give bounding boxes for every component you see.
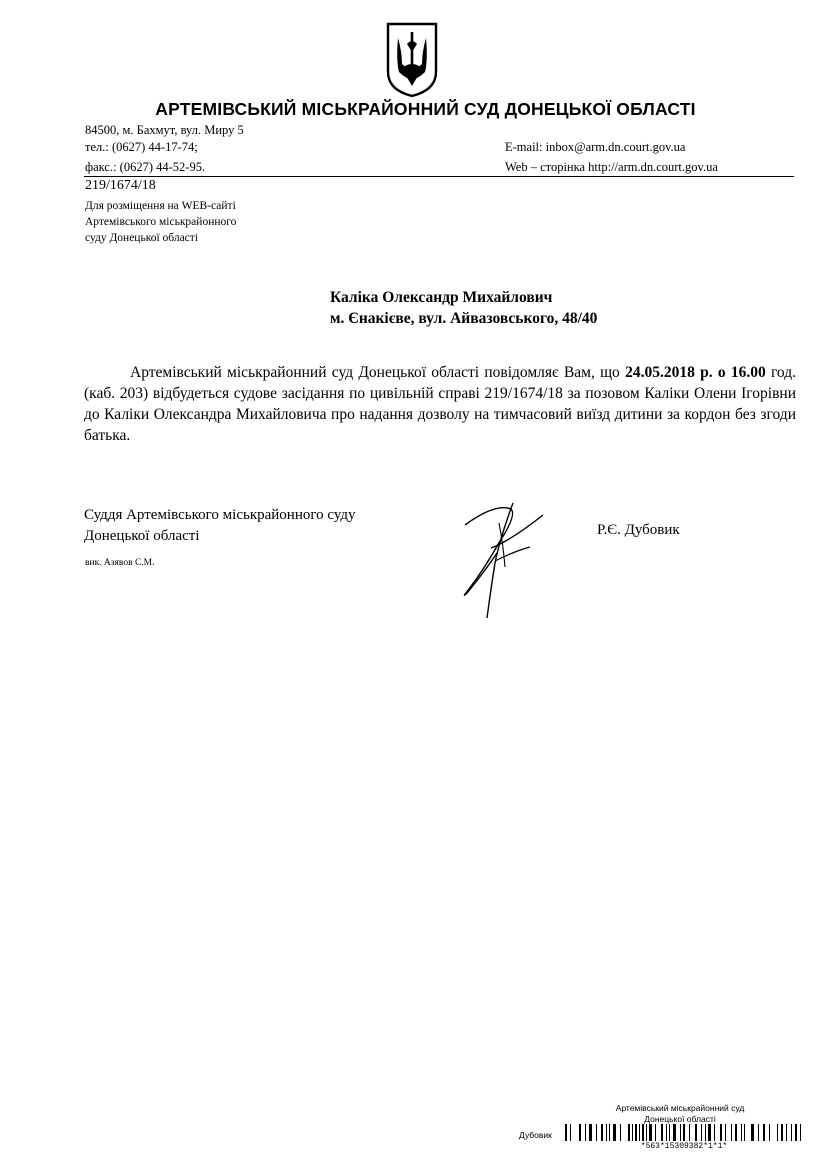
hearing-datetime: 24.05.2018 р. о 16.00: [625, 364, 766, 381]
notice-text: Артемівський міськрайонний суд Донецької області повідомляє Вам, що: [130, 364, 626, 381]
placement-note: [85, 198, 236, 246]
addressee-name: Каліка Олександр Михайлович: [330, 289, 553, 306]
court-name: АРТЕМІВСЬКИЙ МІСЬКРАЙОННИЙ СУД ДОНЕЦЬКОЇ ОБЛАСТІ: [155, 99, 696, 119]
addressee-address: м. Єнакієве, вул. Айвазовського, 48/40: [330, 310, 598, 327]
court-website: Web – сторінка http://arm.dn.court.gov.ua: [505, 160, 718, 174]
court-fax: факс.: (0627) 44-52-95.: [85, 160, 206, 174]
judge-title-line: Донецької області: [84, 528, 200, 544]
addressee-block: [330, 287, 597, 329]
stamp-court-name: [600, 1103, 760, 1125]
judge-name: Р.Є. Дубовик: [597, 522, 680, 538]
executor-note: вик. Азявов С.М.: [85, 558, 155, 568]
court-email: E-mail: inbox@arm.dn.court.gov.ua: [505, 140, 686, 154]
notice-body: [84, 362, 796, 446]
court-address: 84500, м. Бахмут, вул. Миру 5: [85, 123, 244, 137]
placement-note-line: Артемівського міськрайонного: [85, 216, 237, 228]
placement-note-line: суду Донецької області: [85, 232, 199, 244]
notice-text-continued: год. (каб. 203) відбудеться судове засідання по цивільній справі 219/1674/18 за позовом Каліки Олени Ігорівни до Каліки Олександра Михайловича про надання дозволу на тимчасовий виїзд дитини за кордон без згоди батька.: [84, 364, 796, 444]
header-divider: [84, 176, 794, 177]
barcode-icon: [565, 1124, 803, 1141]
stamp-court-line: Артемівський міськрайонний суд: [615, 1103, 745, 1113]
placement-note-line: Для розміщення на WEB-сайті: [85, 200, 236, 212]
judge-title-line: Суддя Артемівського міськрайонного суду: [84, 507, 356, 523]
case-number: 219/1674/18: [85, 178, 156, 193]
court-phone: тел.: (0627) 44-17-74;: [85, 140, 198, 154]
coat-of-arms-icon: [385, 20, 439, 98]
judge-title: [84, 505, 356, 547]
handwritten-signature-icon: [455, 493, 555, 623]
stamp-judge-name: Дубовик: [519, 1130, 552, 1140]
stamp-court-line: Донецької області: [644, 1114, 716, 1124]
barcode-text: *563*15309382*1*1*: [640, 1142, 728, 1151]
